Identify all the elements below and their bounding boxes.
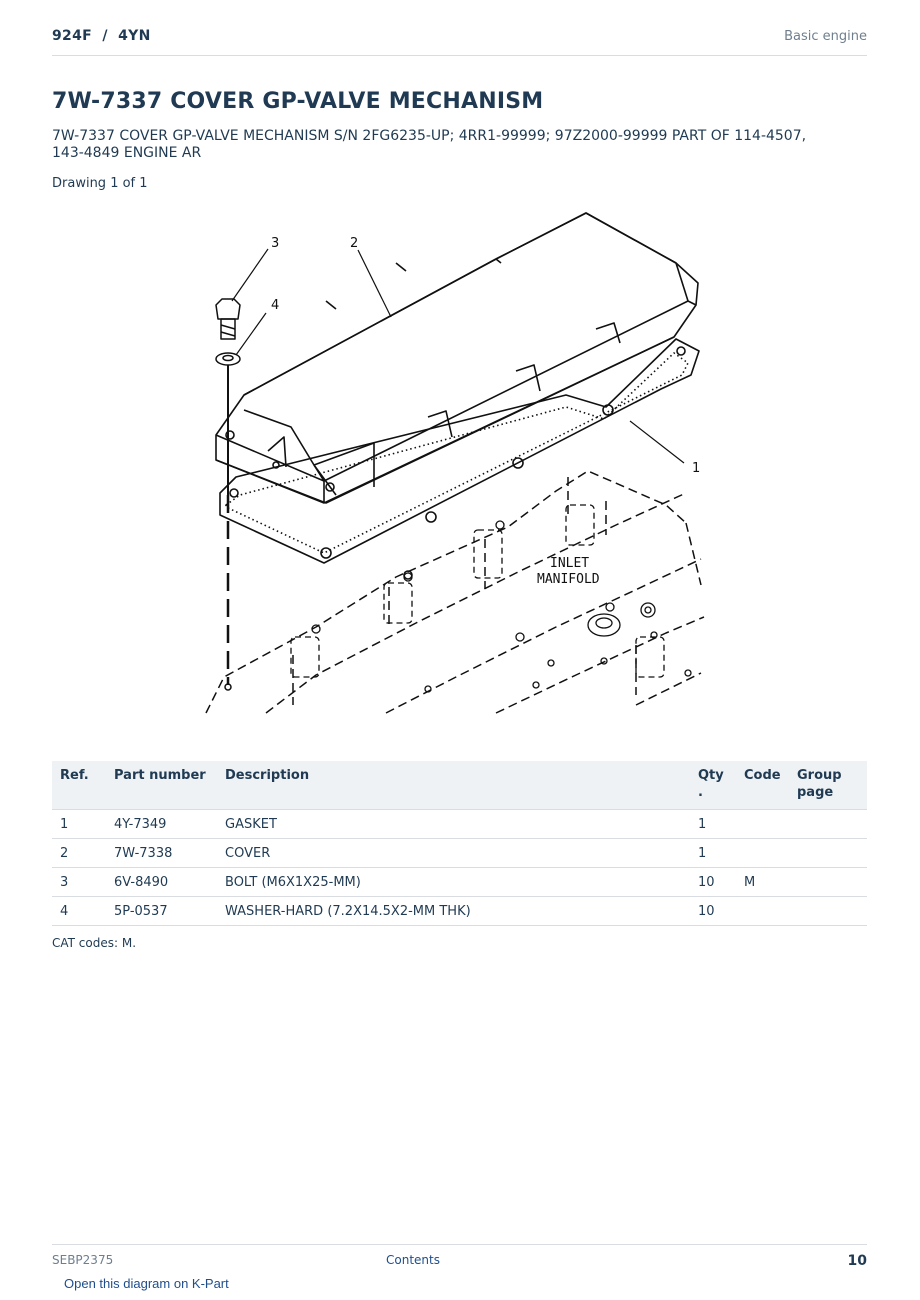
description-cell: GASKET [217,810,690,839]
table-row [52,839,867,868]
ref-cell: 2 [52,839,106,868]
table-row [52,868,867,897]
inlet-label: INLET [550,556,590,571]
callout-4: 4 [271,298,280,313]
code-cell [736,839,789,868]
open-in-kpart-link[interactable]: Open this diagram on K-Part [64,1276,229,1291]
page-footer [52,1244,867,1275]
callout-3: 3 [271,236,280,251]
code-cell [736,897,789,926]
group-page-cell [789,810,867,839]
contents-link[interactable]: Contents [386,1253,440,1267]
qty-cell: 10 [690,868,736,897]
table-row [52,810,867,839]
part-number-cell: 5P-0537 [106,897,217,926]
col-code: Code [736,761,789,810]
engine-block-bosses [291,505,691,692]
parts-table [52,761,867,926]
qty-cell: 10 [690,897,736,926]
description-cell: WASHER-HARD (7.2X14.5X2-MM THK) [217,897,690,926]
part-number-cell: 6V-8490 [106,868,217,897]
code-cell [736,810,789,839]
page-title: 7W-7337 COVER GP-VALVE MECHANISM [52,89,544,114]
page-number: 10 [847,1253,867,1269]
callout-1: 1 [692,461,701,476]
inlet-manifold-label [537,556,600,587]
group-page-cell [789,839,867,868]
cat-codes-note: CAT codes: M. [52,936,137,950]
gasket [220,339,699,579]
drawing-count: Drawing 1 of 1 [52,176,148,191]
group-page-cell [789,897,867,926]
col-qty: Qty . [690,761,736,810]
manifold-label: MANIFOLD [537,572,600,587]
code-cell: M [736,868,789,897]
table-header-row [52,761,867,810]
group-page-cell [789,868,867,897]
document-id: SEBP2375 [52,1253,114,1267]
col-ref: Ref. [52,761,106,810]
col-group-page: Group page [789,761,867,810]
col-description: Description [217,761,690,810]
part-number-cell: 7W-7338 [106,839,217,868]
parts-diagram [196,205,708,717]
ref-cell: 4 [52,897,106,926]
qty-cell: 1 [690,810,736,839]
part-number-cell: 4Y-7349 [106,810,217,839]
model-label: 924F / 4YN [52,28,151,44]
qty-cell: 1 [690,839,736,868]
callout-2: 2 [350,236,359,251]
description-cell: COVER [217,839,690,868]
valve-cover [216,213,701,503]
callout-leaders [232,249,684,463]
description-cell: BOLT (M6X1X25-MM) [217,868,690,897]
ref-cell: 1 [52,810,106,839]
page-subtitle: 7W-7337 COVER GP-VALVE MECHANISM S/N 2FG6235-UP; 4RR1-99999; 97Z2000-99999 PART OF 114-4507, 143-4849 ENGINE AR [52,128,807,161]
engine-block-outline [206,471,704,713]
ref-cell: 3 [52,868,106,897]
table-row [52,897,867,926]
section-label: Basic engine [784,29,867,44]
page-header [52,28,867,56]
col-part-number: Part number [106,761,217,810]
